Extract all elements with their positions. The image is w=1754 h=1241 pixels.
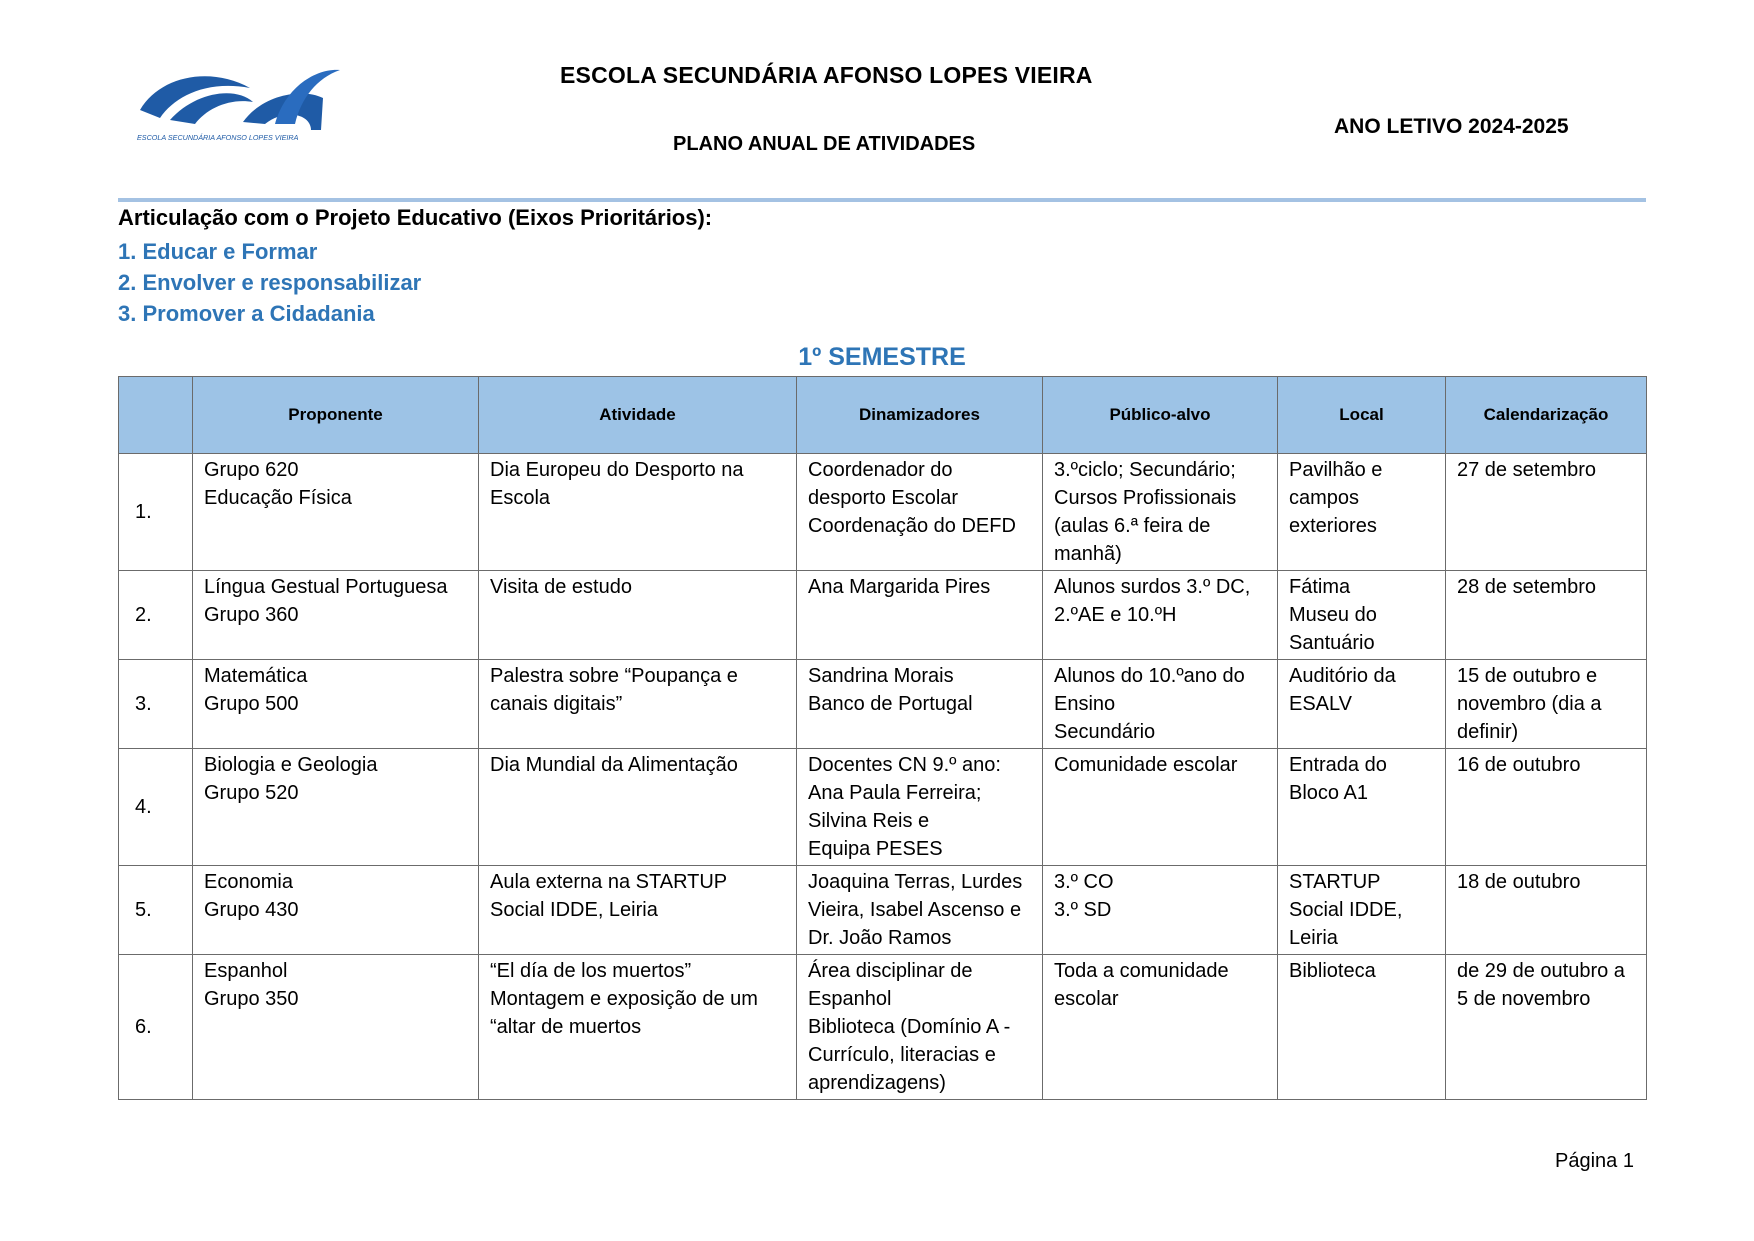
cell-dinamizadores: Docentes CN 9.º ano: Ana Paula Ferreira; Silvina Reis e Equipa PESES — [797, 749, 1043, 866]
table-row — [119, 454, 1647, 571]
cell-publico-alvo: Comunidade escolar — [1043, 749, 1278, 866]
axes-list — [118, 236, 421, 329]
cell-atividade: Dia Europeu do Desporto na Escola — [479, 454, 797, 571]
cell-local: Entrada do Bloco A1 — [1278, 749, 1446, 866]
cell-publico-alvo: Toda a comunidade escolar — [1043, 955, 1278, 1100]
header-atividade: Atividade — [479, 377, 797, 454]
row-number: 1. — [119, 454, 193, 571]
cell-dinamizadores: Coordenador do desporto Escolar Coordenação do DEFD — [797, 454, 1043, 571]
school-year: ANO LETIVO 2024-2025 — [1334, 115, 1569, 138]
axis-item: 3. Promover a Cidadania — [118, 301, 375, 326]
cell-dinamizadores: Ana Margarida Pires — [797, 571, 1043, 660]
cell-publico-alvo: Alunos do 10.ºano do Ensino Secundário — [1043, 660, 1278, 749]
cell-proponente: Espanhol Grupo 350 — [193, 955, 479, 1100]
cell-local: STARTUP Social IDDE, Leiria — [1278, 866, 1446, 955]
logo-swoosh-icon — [135, 58, 340, 162]
table-row — [119, 571, 1647, 660]
table-row — [119, 749, 1647, 866]
cell-publico-alvo: Alunos surdos 3.º DC, 2.ºAE e 10.ºH — [1043, 571, 1278, 660]
header-local: Local — [1278, 377, 1446, 454]
header-dinamizadores: Dinamizadores — [797, 377, 1043, 454]
cell-calendarizacao: 15 de outubro e novembro (dia a definir) — [1446, 660, 1647, 749]
table-header-row — [119, 377, 1647, 454]
axis-item: 2. Envolver e responsabilizar — [118, 270, 422, 295]
school-logo — [135, 58, 340, 162]
plan-title: PLANO ANUAL DE ATIVIDADES — [673, 133, 976, 155]
axis-item: 1. Educar e Formar — [118, 239, 318, 264]
cell-publico-alvo: 3.ºciclo; Secundário; Cursos Profissionais (aulas 6.ª feira de manhã) — [1043, 454, 1278, 571]
cell-calendarizacao: 16 de outubro — [1446, 749, 1647, 866]
cell-calendarizacao: 18 de outubro — [1446, 866, 1647, 955]
cell-local: Biblioteca — [1278, 955, 1446, 1100]
table-row — [119, 660, 1647, 749]
cell-proponente: Matemática Grupo 500 — [193, 660, 479, 749]
cell-atividade: Visita de estudo — [479, 571, 797, 660]
cell-atividade: Palestra sobre “Poupança e canais digitais” — [479, 660, 797, 749]
cell-dinamizadores: Área disciplinar de Espanhol Biblioteca (Domínio A - Currículo, literacias e aprendizagens) — [797, 955, 1043, 1100]
cell-proponente: Grupo 620 Educação Física — [193, 454, 479, 571]
activities-table — [118, 376, 1647, 1100]
table-row — [119, 866, 1647, 955]
cell-dinamizadores: Sandrina Morais Banco de Portugal — [797, 660, 1043, 749]
row-number: 3. — [119, 660, 193, 749]
cell-proponente: Língua Gestual Portuguesa Grupo 360 — [193, 571, 479, 660]
header-proponente: Proponente — [193, 377, 479, 454]
axes-heading: Articulação com o Projeto Educativo (Eixos Prioritários): — [118, 205, 713, 230]
cell-local: Fátima Museu do Santuário — [1278, 571, 1446, 660]
row-number: 6. — [119, 955, 193, 1100]
header-number — [119, 377, 193, 454]
semester-title: 1º SEMESTRE — [798, 343, 966, 371]
cell-proponente: Economia Grupo 430 — [193, 866, 479, 955]
row-number: 5. — [119, 866, 193, 955]
cell-atividade: Dia Mundial da Alimentação — [479, 749, 797, 866]
row-number: 4. — [119, 749, 193, 866]
page-number: Página 1 — [1555, 1150, 1634, 1172]
row-number: 2. — [119, 571, 193, 660]
cell-calendarizacao: de 29 de outubro a 5 de novembro — [1446, 955, 1647, 1100]
cell-local: Pavilhão e campos exteriores — [1278, 454, 1446, 571]
cell-publico-alvo: 3.º CO 3.º SD — [1043, 866, 1278, 955]
cell-atividade: “El día de los muertos” Montagem e exposição de um “altar de muertos — [479, 955, 797, 1100]
cell-dinamizadores: Joaquina Terras, Lurdes Vieira, Isabel Ascenso e Dr. João Ramos — [797, 866, 1043, 955]
cell-calendarizacao: 27 de setembro — [1446, 454, 1647, 571]
table-row — [119, 955, 1647, 1100]
header-calendarizacao: Calendarização — [1446, 377, 1647, 454]
cell-atividade: Aula externa na STARTUP Social IDDE, Leiria — [479, 866, 797, 955]
cell-local: Auditório da ESALV — [1278, 660, 1446, 749]
cell-calendarizacao: 28 de setembro — [1446, 571, 1647, 660]
cell-proponente: Biologia e Geologia Grupo 520 — [193, 749, 479, 866]
header-divider — [118, 198, 1646, 202]
header-publico-alvo: Público-alvo — [1043, 377, 1278, 454]
logo-text: ESCOLA SECUNDÁRIA AFONSO LOPES VIEIRA — [137, 133, 299, 142]
school-name: ESCOLA SECUNDÁRIA AFONSO LOPES VIEIRA — [560, 62, 1093, 88]
